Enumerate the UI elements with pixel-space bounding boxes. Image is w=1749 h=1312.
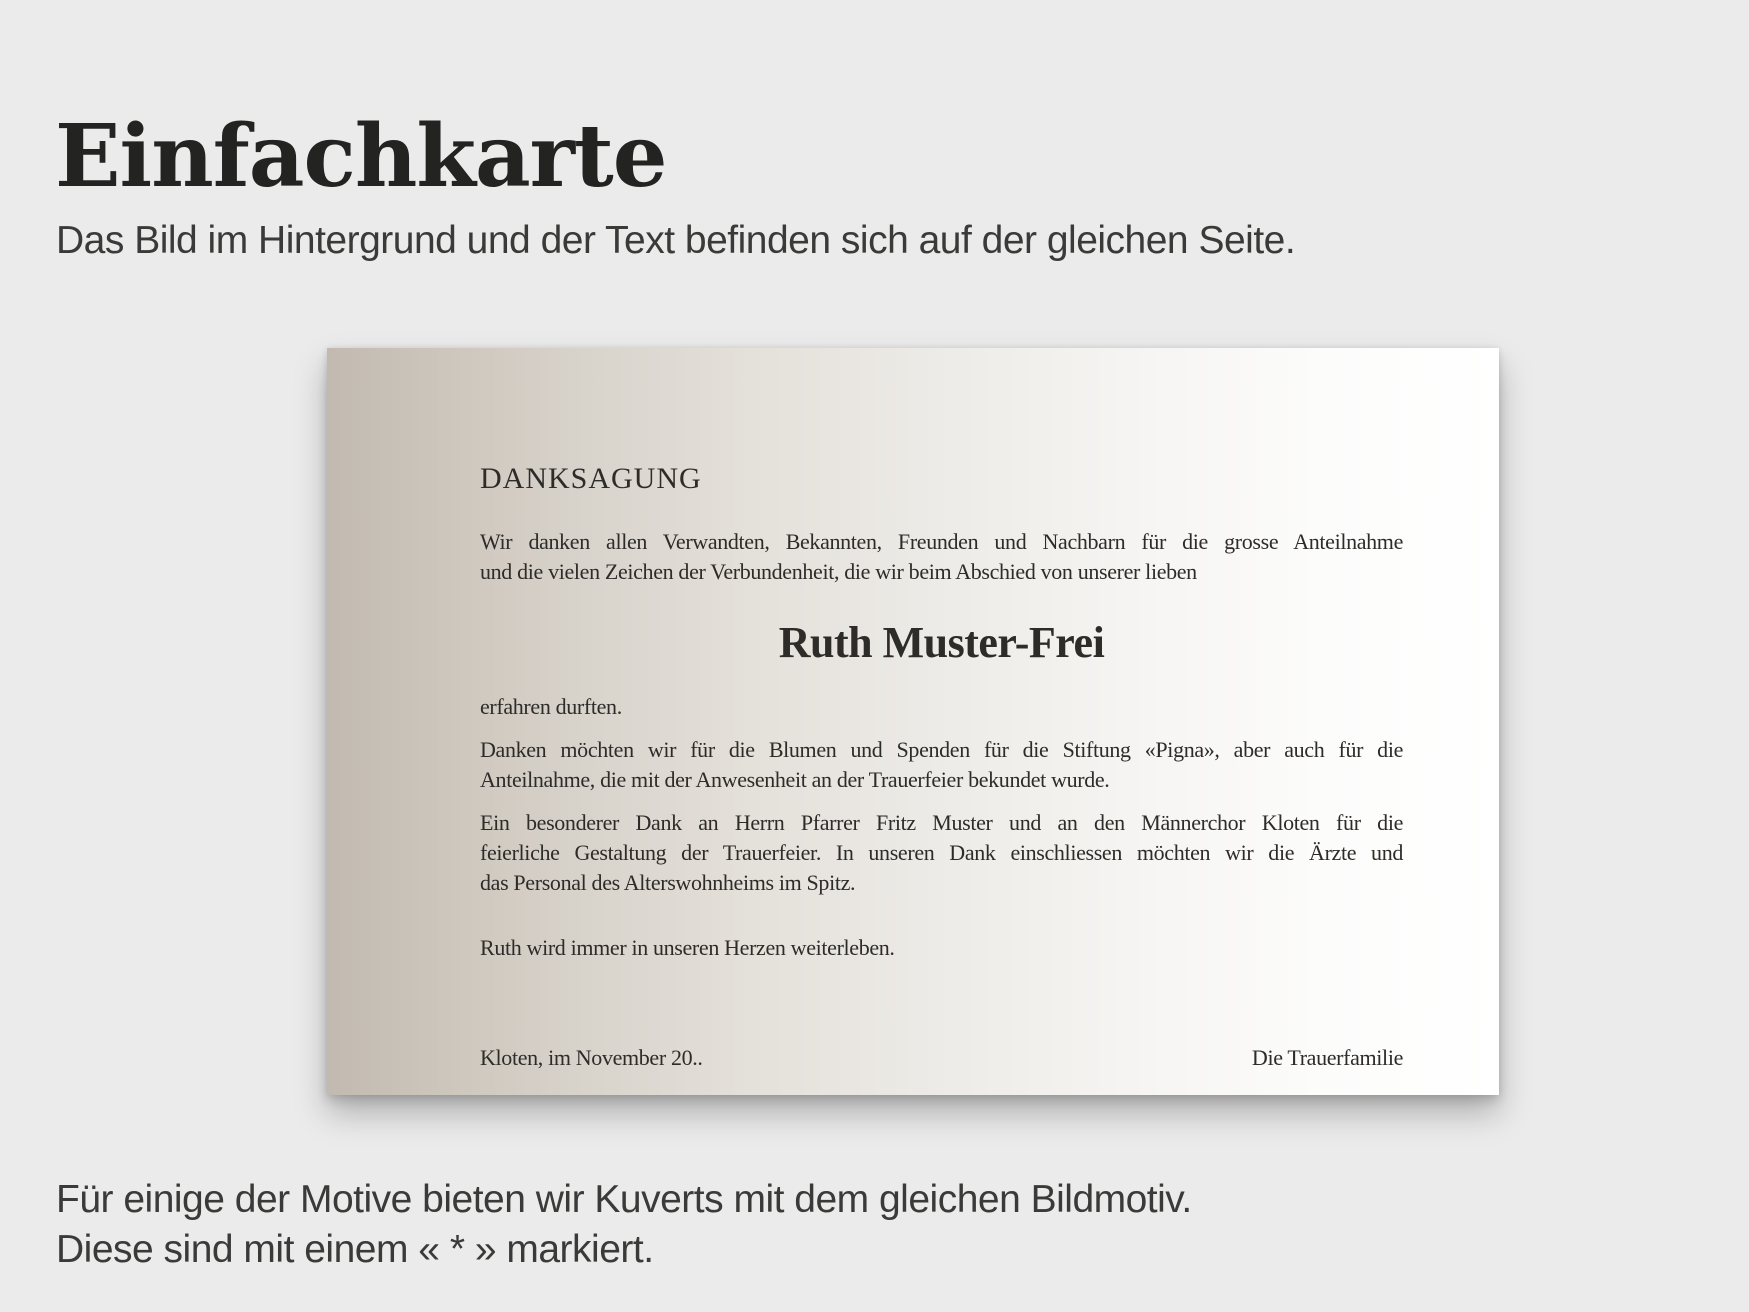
condolence-card-preview (327, 348, 1499, 1095)
card-family-signature: Die Trauerfamilie (1251, 1045, 1403, 1070)
card-paragraph-thanks (480, 527, 1403, 587)
page-subtitle: Das Bild im Hintergrund und der Text befinden sich auf der gleichen Seite. (56, 219, 1296, 262)
card-paragraph-special-thanks (480, 808, 1403, 898)
card-heading: DANKSAGUNG (480, 462, 702, 495)
card-text-line: das Personal des Alterswohnheims im Spitz. (480, 870, 856, 895)
page-footer (56, 1175, 1192, 1275)
card-closing-line: Ruth wird immer in unseren Herzen weiterleben. (480, 935, 895, 960)
page-footer-line-1: Für einige der Motive bieten wir Kuverts mit dem gleichen Bildmotiv. (56, 1178, 1192, 1221)
page-title: Einfachkarte (55, 105, 667, 207)
card-line-erfahren: erfahren durften. (480, 694, 622, 719)
card-text-line: Ein besonderer Dank an Herrn Pfarrer Fritz Muster und an den Männerchor Kloten für die (480, 810, 1403, 835)
card-text-line: Wir danken allen Verwandten, Bekannten, Freunden und Nachbarn für die grosse Anteilnahme (480, 529, 1403, 554)
page-footer-line-2: Diese sind mit einem « * » markiert. (56, 1228, 654, 1271)
card-text-line: feierliche Gestaltung der Trauerfeier. In unseren Dank einschliessen möchten wir die Ärzte und (480, 840, 1403, 865)
card-footer-row (480, 1043, 1403, 1073)
card-text-block (480, 464, 1403, 963)
card-text-line: und die vielen Zeichen der Verbundenheit, die wir beim Abschied von unserer lieben (480, 559, 1197, 584)
card-place-date: Kloten, im November 20.. (480, 1045, 703, 1070)
card-paragraph-donations (480, 735, 1403, 795)
deceased-name: Ruth Muster-Frei (778, 618, 1105, 667)
card-text-line: Anteilnahme, die mit der Anwesenheit an der Trauerfeier bekundet wurde. (480, 767, 1110, 792)
card-text-line: Danken möchten wir für die Blumen und Spenden für die Stiftung «Pigna», aber auch für die (480, 737, 1403, 762)
